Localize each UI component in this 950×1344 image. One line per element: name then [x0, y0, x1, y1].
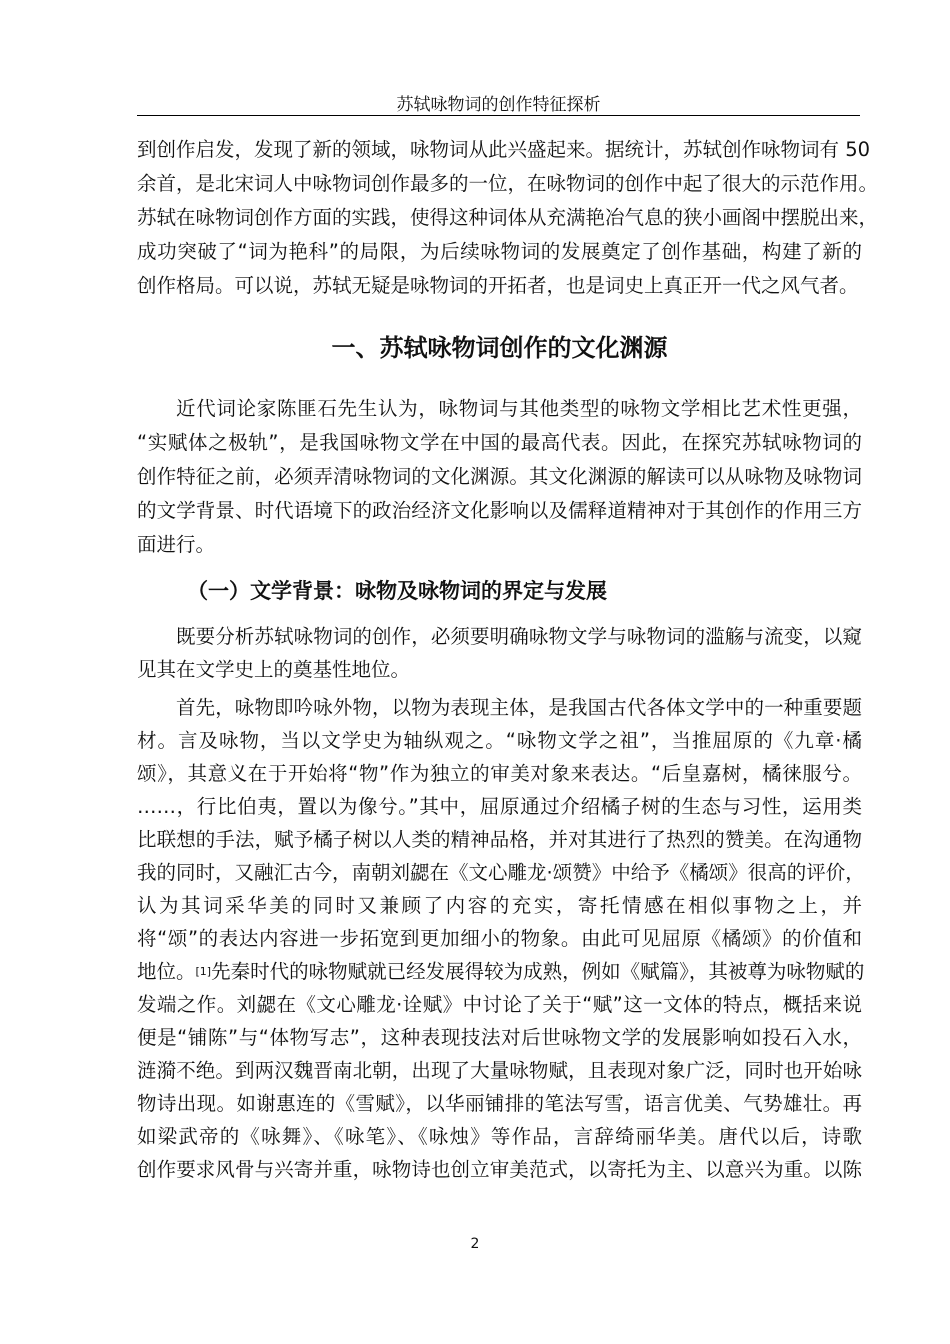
text-line: 材。言及咏物，当以文学史为轴纵观之。“咏物文学之祖”，当推屈原的《九章·橘	[137, 729, 862, 752]
text-line: 首先，咏物即吟咏外物，以物为表现主体，是我国古代各体文学中的一种重要题	[176, 696, 862, 719]
text-line: 发端之作。刘勰在《文心雕龙·诠赋》中讨论了关于“赋”这一文体的特点，概括来说	[137, 993, 862, 1016]
text-line: “实赋体之极轨”，是我国咏物文学在中国的最高代表。因此，在探究苏轼咏物词的	[137, 431, 862, 454]
text-line	[137, 955, 865, 988]
header-rule	[137, 115, 860, 116]
text-fragment: 地位。	[137, 960, 196, 983]
text-line: 近代词论家陈匪石先生认为，咏物词与其他类型的咏物文学相比艺术性更强，	[176, 397, 862, 420]
footnote-reference[interactable]: [1]	[195, 965, 212, 978]
text-line: 成功突破了“词为艳科”的局限，为后续咏物词的发展奠定了创作基础，构建了新的	[137, 240, 862, 263]
text-line: 涟漪不绝。到两汉魏晋南北朝，出现了大量咏物赋，且表现对象广泛，同时也开始咏	[137, 1059, 862, 1082]
text-line: 便是“铺陈”与“体物写志”，这种表现技法对后世咏物文学的发展影响如投石入水，	[137, 1026, 862, 1049]
text-fragment: 先秦时代的咏物赋就已经发展得较为成熟，例如《赋篇》，其被尊为咏物赋的	[211, 960, 865, 983]
page-number: 2	[470, 1236, 480, 1252]
text-line: 如梁武帝的《咏舞》、《咏笔》、《咏烛》等作品，言辞绮丽华美。唐代以后，诗歌	[137, 1125, 862, 1148]
text-line: 的文学背景、时代语境下的政治经济文化影响以及儒释道精神对于其创作的作用三方	[137, 499, 862, 522]
running-header: 苏轼咏物词的创作特征探析	[396, 95, 601, 115]
text-line: 到创作启发，发现了新的领域，咏物词从此兴盛起来。据统计，苏轼创作咏物词有 50	[137, 138, 871, 161]
paragraph-4	[137, 691, 865, 1186]
text-line: ……，行比伯夷，置以为像兮。”其中，屈原通过介绍橘子树的生态与习性，运用类	[137, 795, 862, 818]
text-line: 创作特征之前，必须弄清咏物词的文化渊源。其文化渊源的解读可以从咏物及咏物词	[137, 465, 862, 488]
text-line: 将“颂”的表达内容进一步拓宽到更加细小的物象。由此可见屈原《橘颂》的价值和	[137, 927, 862, 950]
text-line: 认为其词采华美的同时又兼顾了内容的充实，寄托情感在相似事物之上，并	[137, 894, 862, 917]
text-line: 比联想的手法，赋予橘子树以人类的精神品格，并对其进行了热烈的赞美。在沟通物	[137, 828, 862, 851]
paragraph-2	[137, 392, 862, 562]
section-heading: 一、苏轼咏物词创作的文化渊源	[331, 334, 668, 362]
text-line: 创作要求风骨与兴寄并重，咏物诗也创立审美范式，以寄托为主、以意兴为重。以陈	[137, 1158, 862, 1181]
text-line: 余首，是北宋词人中咏物词创作最多的一位，在咏物词的创作中起了很大的示范作用。	[137, 172, 879, 195]
text-line: 创作格局。可以说，苏轼无疑是咏物词的开拓者，也是词史上真正开一代之风气者。	[137, 274, 859, 297]
paragraph-1	[137, 133, 879, 303]
paragraph-3	[137, 620, 862, 686]
text-line: 我的同时，又融汇古今，南朝刘勰在《文心雕龙·颂赞》中给予《橘颂》很高的评价，	[137, 861, 865, 884]
text-line: 颂》，其意义在于开始将“物”作为独立的审美对象来表达。“后皇嘉树，橘徕服兮。	[137, 762, 862, 785]
text-line: 物诗出现。如谢惠连的《雪赋》，以华丽铺排的笔法写雪，语言优美、气势雄壮。再	[137, 1092, 862, 1115]
text-line: 既要分析苏轼咏物词的创作，必须要明确咏物文学与咏物词的滥觞与流变，以窥	[176, 625, 862, 648]
subsection-heading: （一）文学背景：咏物及咏物词的界定与发展	[187, 579, 607, 603]
text-line: 面进行。	[137, 533, 216, 556]
text-line: 见其在文学史上的奠基性地位。	[137, 658, 411, 681]
text-line: 苏轼在咏物词创作方面的实践，使得这种词体从充满艳冶气息的狭小画阁中摆脱出来，	[137, 206, 879, 229]
